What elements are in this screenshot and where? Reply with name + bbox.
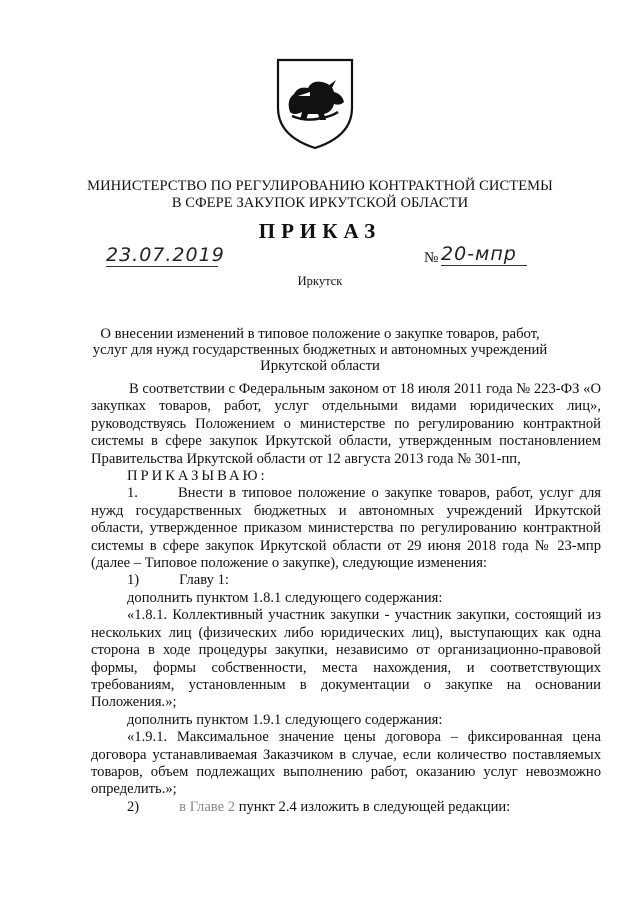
order-date: 23.07.2019: [106, 244, 225, 266]
sub-item-1: [91, 572, 601, 589]
document-type: ПРИКАЗ: [258, 219, 382, 243]
item-1-text: Внести в типовое положение о закупке товаров, работ, услуг для нужд государственных бюджетных и автономных учреждений Иркутской области, утвержденное приказом министерства по регулированию контрактной системы в сфере закупок Иркутской области от 29 июня 2018 года № 23-мпр (далее – Типовое положение о закупке), следующие изменения:: [91, 485, 601, 572]
number-label: №: [424, 250, 439, 266]
item-1: [91, 485, 601, 572]
add-clause-1-8-1: дополнить пунктом 1.8.1 следующего содержания:: [127, 589, 443, 606]
sub-item-2-number: 2): [127, 798, 140, 815]
sub-item-2-prefix: в Главе 2: [179, 798, 236, 815]
irkutsk-coat-of-arms-icon: [272, 56, 358, 152]
city: Иркутск: [297, 274, 343, 288]
add-clause-1-9-1: дополнить пунктом 1.9.1 следующего содержания:: [127, 711, 443, 728]
sub-item-1-text: Главу 1:: [179, 572, 229, 589]
order-number: 20-мпр: [441, 243, 527, 266]
ministry-line-1: МИНИСТЕРСТВО ПО РЕГУЛИРОВАНИЮ КОНТРАКТНОЙ СИСТЕМЫ: [87, 178, 553, 194]
item-1-number: 1.: [127, 485, 138, 502]
order-body: [91, 381, 601, 816]
ministry-line-2: В СФЕРЕ ЗАКУПОК ИРКУТСКОЙ ОБЛАСТИ: [171, 195, 469, 211]
preamble: В соответствии с Федеральным законом от 18 июля 2011 года № 223-ФЗ «О закупках товаров, работ, услуг отдельными видами юридических лиц», руководствуясь Положением о министерстве по регулированию контрактной системы в сфере закупок Иркутской области, утвержденным постановлением Правительства Иркутской области от 12 августа 2013 года № 301-пп,: [91, 381, 601, 467]
order-word: ПРИКАЗЫВАЮ:: [127, 468, 268, 485]
sub-item-2: [91, 799, 601, 816]
ministry-name: [0, 178, 640, 212]
order-subject: О внесении изменений в типовое положение о закупке товаров, работ, услуг для нужд государственных бюджетных и автономных учреждений Иркутской области: [92, 326, 548, 374]
clause-1-8-1-text: «1.8.1. Коллективный участник закупки - участник закупки, состоящий из нескольких лиц (физических либо юридических лиц), выступающих как одна сторона в ходе процедуры закупки, независимо от организационно-правовой формы, формы собственности, места нахождения, и соответствующих требованиям, установленным в документации о закупке на основании Положения.»;: [91, 607, 601, 711]
sub-item-2-text: пункт 2.4 изложить в следующей редакции:: [238, 798, 511, 815]
clause-1-9-1-text: «1.9.1. Максимальное значение цены договора – фиксированная цена договора устанавливаемая Заказчиком в случае, если количество поставляемых товаров, объем подлежащих выполнению работ, оказанию услуг невозможно определить.»;: [91, 729, 601, 798]
sub-item-1-number: 1): [127, 572, 140, 589]
